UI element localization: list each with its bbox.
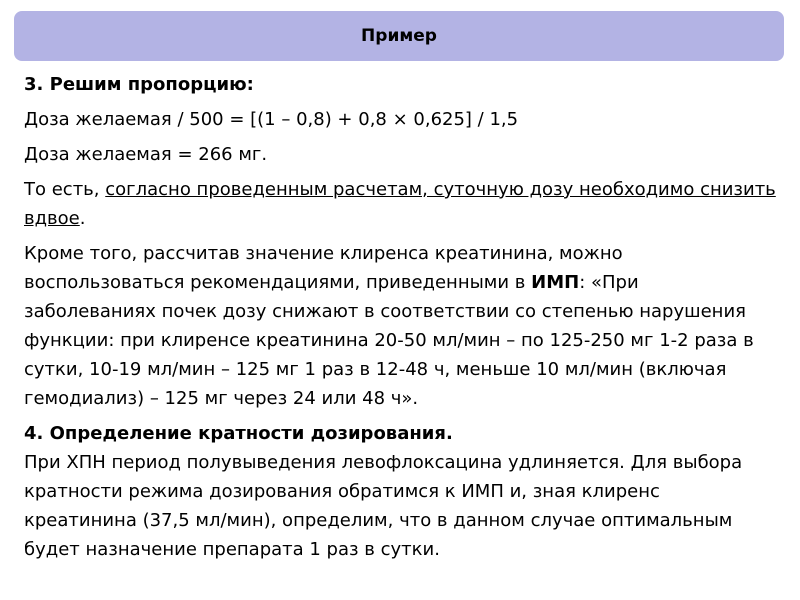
slide-content xyxy=(24,70,776,564)
imp-paragraph-suffix: : «При заболеваниях почек дозу снижают в соответствии со степенью нарушения функции: при клиренсе креатинина 20-50 мл/мин – по 125-250 мг 1-2 раза в сутки, 10-19 мл/мин – 125 мг 1 раз в 12-48 ч, меньше 10 мл/мин (включая гемодиализ) – 125 мг через 24 или 48 ч». xyxy=(24,272,754,409)
conclusion-underlined: согласно проведенным расчетам, суточную дозу необходимо снизить вдвое xyxy=(24,179,776,229)
slide-title: Пример xyxy=(361,26,437,46)
step4-heading: 4. Определение кратности дозирования. xyxy=(24,423,453,444)
imp-paragraph-prefix: Кроме того, рассчитав значение клиренса креатинина, можно воспользоваться рекомендациями, приведенными в xyxy=(24,243,623,293)
step4-section xyxy=(24,419,776,564)
slide-header xyxy=(14,11,784,61)
step3-heading: 3. Решим пропорцию: xyxy=(24,74,254,95)
step4-text: При ХПН период полувыведения левофлоксацина удлиняется. Для выбора кратности режима дозирования обратимся к ИМП и, зная клиренс креатинина (37,5 мл/мин), определим, что в данном случае оптимальным будет назначение препарата 1 раз в сутки. xyxy=(24,452,743,560)
result-line: Доза желаемая = 266 мг. xyxy=(24,144,268,165)
formula-line: Доза желаемая / 500 = [(1 – 0,8) + 0,8 × 0,625] / 1,5 xyxy=(24,109,519,130)
conclusion-suffix: . xyxy=(79,208,86,229)
conclusion-line xyxy=(24,175,776,233)
imp-abbrev: ИМП xyxy=(531,272,580,293)
conclusion-prefix: То есть, xyxy=(24,179,106,200)
imp-paragraph xyxy=(24,239,776,413)
